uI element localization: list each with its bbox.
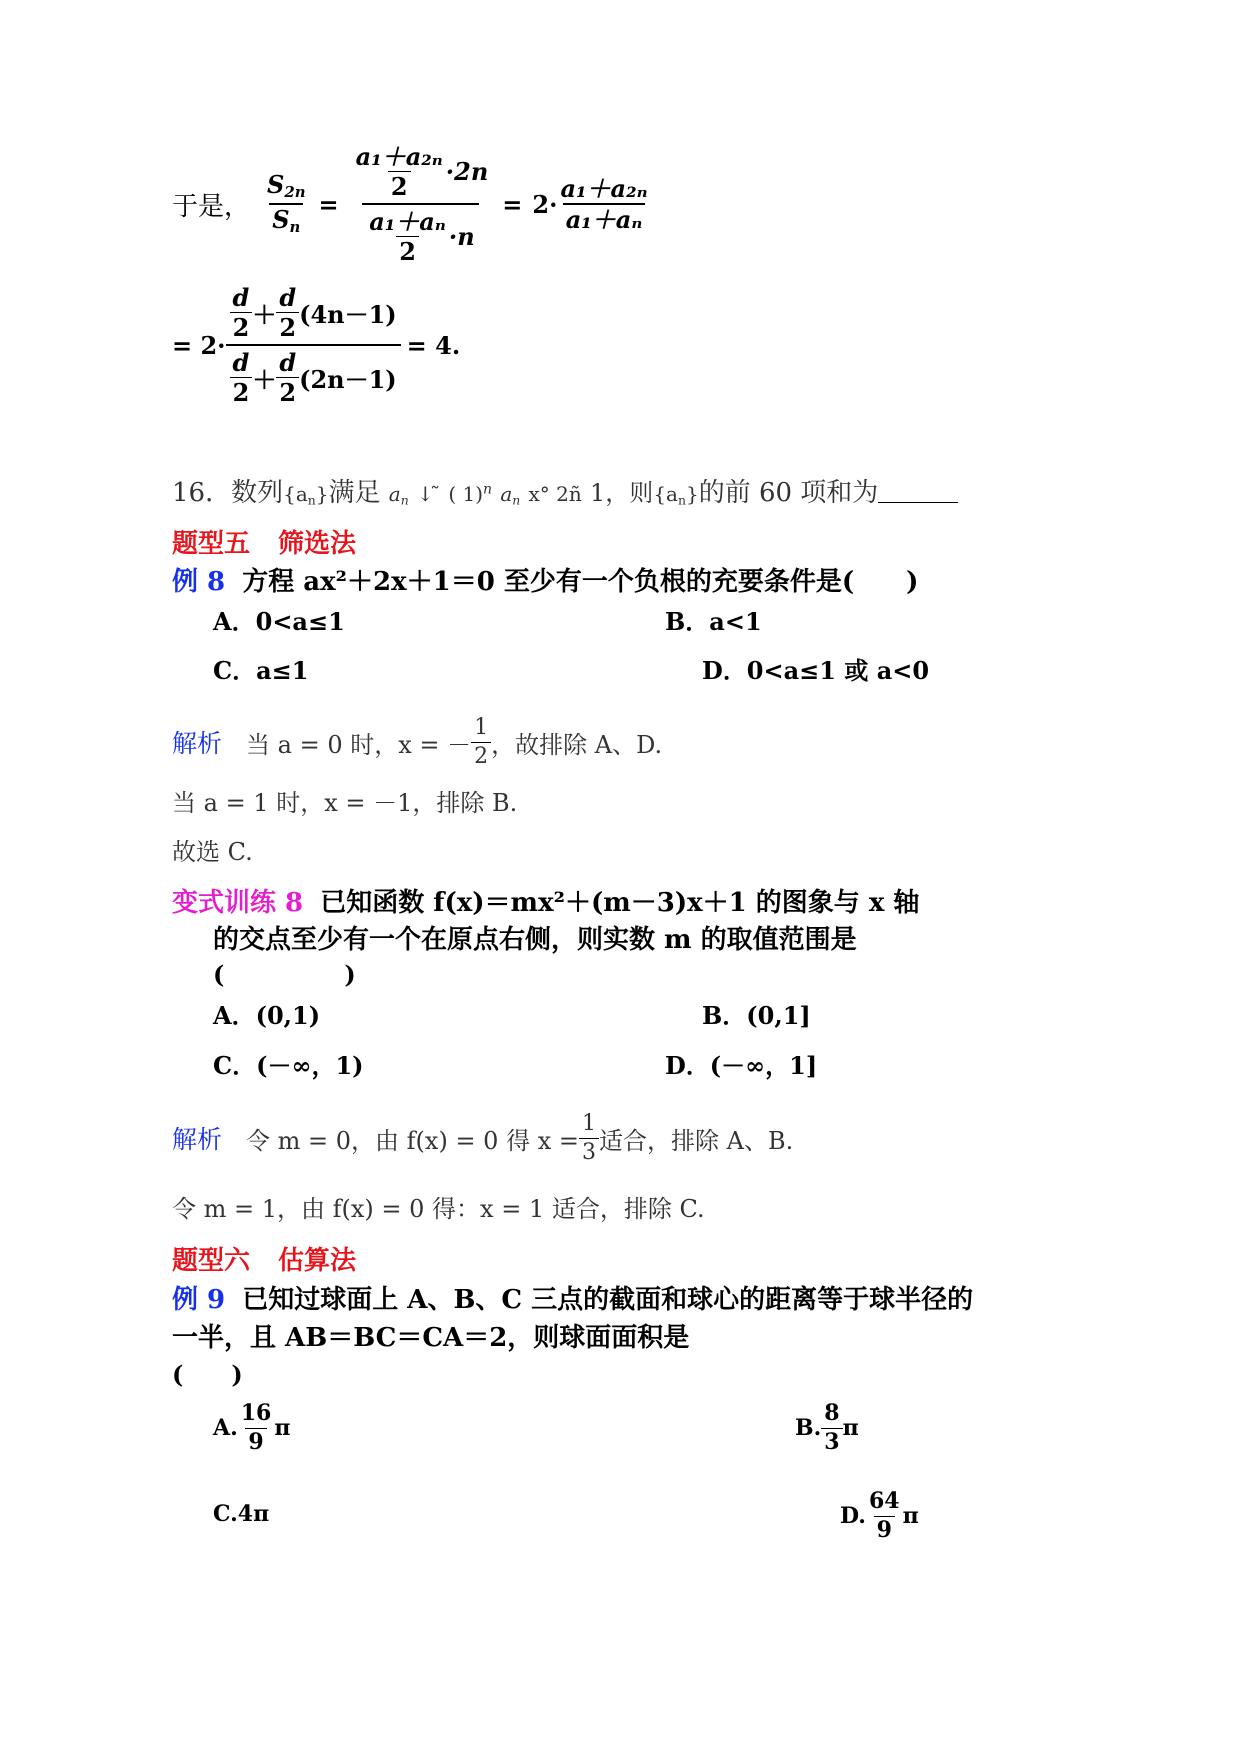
section-heading-6	[172, 1240, 356, 1277]
num-tail: ·2n	[445, 156, 489, 186]
example-9-line-2: 一半，且 AB＝BC＝CA＝2，则球面面积是	[172, 1323, 690, 1353]
option-letter: D.	[840, 1503, 866, 1529]
two: 2	[230, 312, 253, 340]
option-c[interactable]: C．a≤1	[213, 656, 309, 685]
option-fraction	[821, 1402, 842, 1453]
num-top: a₁＋a₂ₙ	[355, 141, 443, 171]
num-sub-fraction	[353, 141, 446, 201]
num: 8	[824, 1400, 840, 1427]
solution-tag: 解析	[172, 1125, 223, 1154]
ex8-solution-line-2: 当 a = 1 时，x = －1，排除 B.	[172, 789, 518, 817]
den-tail-2n: (2n－1)	[299, 365, 397, 395]
q16-text-a: 数列	[231, 478, 284, 508]
den-tail: ·n	[448, 222, 475, 252]
q16-expr	[389, 482, 409, 506]
example-8-stem	[172, 561, 918, 598]
option-d[interactable]: D．0<a≤1 或 a<0	[702, 656, 930, 685]
solution-text-b: ，故排除 A、D.	[491, 730, 663, 759]
plus: ＋	[252, 365, 277, 395]
option-fraction	[238, 1402, 275, 1453]
q16-expr2	[500, 482, 520, 506]
q16-garbled-3: ⅹ° 2n	[528, 482, 582, 506]
variant-tag: 变式训练 8	[172, 888, 304, 918]
option-b[interactable]	[795, 1393, 859, 1463]
section-label: 题型五	[172, 529, 251, 559]
s-sub-n: n	[289, 218, 301, 237]
d-over-2	[276, 282, 299, 342]
s-symbol: S	[272, 205, 290, 234]
d: d	[279, 348, 297, 377]
section-title: 筛选法	[278, 529, 357, 559]
variant-text: 已知函数 f(x)＝mx²＋(m－3)x＋1 的图象与 x 轴	[320, 888, 920, 918]
pi-symbol: π	[274, 1415, 291, 1441]
section-label: 题型六	[172, 1246, 251, 1276]
equals-sign: =	[502, 189, 523, 219]
example-tag: 例 8	[172, 567, 226, 597]
example-9-paren: ( )	[172, 1360, 243, 1389]
option-a[interactable]	[213, 1393, 290, 1463]
equals-sign: =	[318, 189, 339, 219]
d: d	[232, 348, 250, 377]
line2-lead: = 2·	[172, 330, 226, 360]
option-d[interactable]: D．(－∞，1]	[665, 1051, 818, 1080]
variant-8-line-2: 的交点至少有一个在原点右侧，则实数 m 的取值范围是	[213, 925, 857, 955]
two: 2	[276, 377, 299, 405]
seq1-sub: n	[307, 492, 316, 508]
example-text: 方程 ax²＋2x＋1＝0 至少有一个负根的充要条件是( )	[242, 567, 919, 597]
one-half-fraction	[471, 716, 491, 767]
seq2: {a	[653, 482, 678, 506]
var8-solution-line-1	[172, 1102, 793, 1174]
den-sub-fraction	[366, 207, 449, 267]
question-16	[172, 472, 958, 509]
expr-sup: n	[483, 481, 493, 498]
num: 1	[474, 715, 489, 741]
solution-text-b: 适合，排除 A、B.	[598, 1126, 794, 1155]
d: d	[232, 282, 250, 312]
option-fraction	[866, 1490, 903, 1541]
d-over-2	[276, 348, 299, 408]
solution-text: 令 m = 0，由 f(x) = 0 得 x =	[246, 1126, 579, 1155]
option-letter: B.	[795, 1415, 822, 1441]
s-symbol: S	[267, 170, 285, 200]
solution-tag: 解析	[172, 729, 223, 758]
coefficient: 2·	[532, 189, 558, 219]
variant-8-paren: ( )	[213, 960, 356, 989]
example-9-line-1	[172, 1279, 973, 1316]
section-title: 估算法	[278, 1246, 357, 1276]
option-b[interactable]: B．a<1	[665, 607, 762, 636]
variant-8-line-1	[172, 882, 919, 919]
den: 9	[245, 1428, 266, 1454]
q16-garbled-1: ↓ ̃	[416, 482, 441, 506]
expr2: a	[500, 482, 513, 506]
den: 9	[874, 1516, 895, 1542]
d: d	[279, 282, 297, 312]
two: 2	[230, 377, 253, 405]
den-top: a₁＋aₙ	[369, 207, 446, 236]
ex8-solution-line-1	[172, 706, 662, 778]
option-c[interactable]: C.4π	[213, 1501, 270, 1527]
den-bot: 2	[396, 236, 419, 264]
num: 16	[240, 1400, 272, 1427]
q16-garbled-2: ( 1)	[448, 482, 484, 506]
pi-symbol: π	[842, 1415, 859, 1441]
section-heading-5	[172, 523, 356, 560]
sum-ratio-fraction	[349, 141, 493, 267]
option-a[interactable]: A．0<a≤1	[213, 607, 345, 636]
den: 2	[471, 742, 491, 768]
ratio-s2n-sn	[264, 172, 309, 236]
s-sub-2n: 2n	[284, 183, 306, 202]
derivation-line-2	[172, 282, 460, 408]
example-tag: 例 9	[172, 1285, 226, 1315]
one-third-fraction	[579, 1112, 599, 1163]
option-letter: A.	[213, 1415, 238, 1441]
option-b[interactable]: B．(0,1]	[702, 1001, 811, 1030]
q16-seq1	[283, 482, 328, 506]
example-text: 已知过球面上 A、B、C 三点的截面和球心的距离等于球半径的	[242, 1285, 974, 1315]
q16-seq2	[653, 482, 698, 506]
num-tail-4n: (4n－1)	[299, 299, 397, 329]
d-over-2	[230, 282, 253, 342]
num-bot: 2	[388, 171, 411, 199]
var8-solution-line-2: 令 m = 1，由 f(x) = 0 得：x = 1 适合，排除 C.	[172, 1195, 705, 1223]
option-c[interactable]: C．(－∞，1)	[213, 1051, 364, 1080]
line2-result: = 4.	[406, 330, 461, 360]
q16-text-c: 的前 60 项和为	[698, 478, 879, 508]
g3: 2n	[556, 482, 582, 506]
solution-text: 当 a = 0 时，x = －	[246, 730, 472, 759]
two: 2	[276, 312, 299, 340]
rhs-fraction	[557, 173, 650, 234]
derivation-line-1	[172, 140, 651, 268]
q16-garbled-4: 1，则	[590, 479, 654, 507]
rhs-num: a₁＋a₂ₙ	[560, 173, 648, 203]
q16-text-b: 满足	[328, 478, 381, 508]
expr-sub: n	[400, 492, 409, 508]
d-over-2	[230, 348, 253, 408]
q16-number: 16．	[172, 478, 232, 508]
expr: a	[388, 482, 401, 506]
num: 64	[868, 1488, 900, 1515]
derivation-intro: 于是，	[172, 191, 251, 222]
den: 3	[821, 1428, 842, 1454]
rhs-den: a₁＋aₙ	[563, 203, 646, 232]
ex8-solution-line-3: 故选 C.	[172, 838, 253, 866]
den: 3	[579, 1138, 599, 1164]
seq2-close: }	[685, 482, 699, 506]
seq1-close: }	[315, 482, 329, 506]
option-a[interactable]: A．(0,1)	[213, 1001, 321, 1030]
seq1: {a	[283, 482, 308, 506]
answer-blank[interactable]	[878, 480, 958, 503]
plus: ＋	[252, 299, 277, 329]
pi-symbol: π	[902, 1503, 919, 1529]
d-ratio-fraction	[226, 282, 401, 408]
num: 1	[581, 1111, 596, 1137]
expr2-sub: n	[512, 492, 521, 508]
seq2-sub: n	[677, 492, 686, 508]
option-d[interactable]	[840, 1481, 919, 1551]
